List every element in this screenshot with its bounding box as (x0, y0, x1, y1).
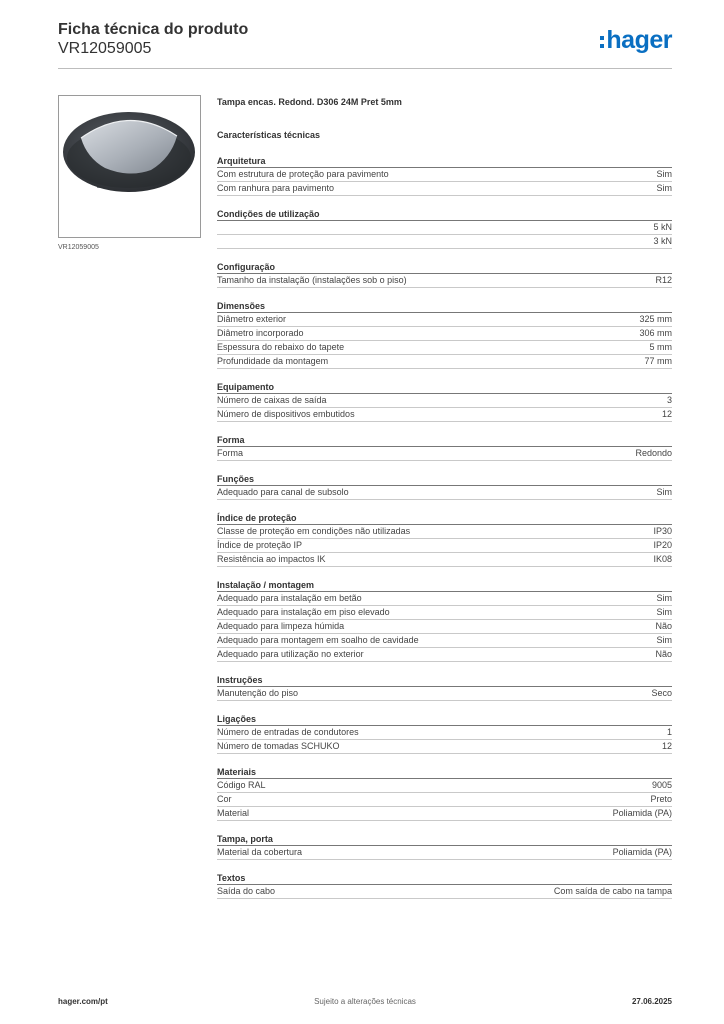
spec-section (217, 381, 672, 422)
spec-label: Tamanho da instalação (instalações sob o piso) (217, 275, 407, 285)
spec-label: Adequado para instalação em betão (217, 593, 362, 603)
spec-label: Resistência ao impactos IK (217, 554, 326, 564)
spec-section (217, 579, 672, 662)
spec-value: 5 mm (649, 342, 672, 352)
spec-label: Código RAL (217, 780, 266, 790)
spec-section (217, 208, 672, 249)
spec-row (217, 807, 672, 821)
spec-section (217, 473, 672, 500)
spec-row (217, 553, 672, 567)
spec-value: 12 (661, 741, 672, 751)
document-title: Ficha técnica do produto (58, 21, 249, 38)
spec-label: Com estrutura de proteção para pavimento (217, 169, 389, 179)
spec-section (217, 300, 672, 369)
product-description: Tampa encas. Redond. D306 24M Pret 5mm (217, 97, 402, 107)
spec-value: Não (655, 649, 672, 659)
spec-label: Adequado para montagem em soalho de cavidade (217, 635, 419, 645)
spec-value: Seco (651, 688, 672, 698)
spec-label: Saída do cabo (217, 886, 276, 896)
hager-logo (600, 26, 672, 54)
spec-label: Número de caixas de saída (217, 395, 327, 405)
section-title: Arquitetura (217, 155, 672, 168)
spec-value: IK08 (653, 554, 672, 564)
page-header (58, 20, 672, 70)
product-image (58, 95, 201, 238)
section-title: Condições de utilização (217, 208, 672, 221)
spec-value: 77 mm (644, 356, 672, 366)
spec-section (217, 766, 672, 821)
spec-label: Diâmetro exterior (217, 314, 287, 324)
spec-value: Sim (656, 635, 672, 645)
spec-row (217, 168, 672, 182)
spec-row (217, 592, 672, 606)
spec-value: Preto (650, 794, 672, 804)
spec-row (217, 726, 672, 740)
spec-value: R12 (655, 275, 672, 285)
spec-label: Manutenção do piso (217, 688, 299, 698)
spec-value: Poliamida (PA) (612, 847, 672, 857)
spec-value: Sim (656, 169, 672, 179)
spec-row (217, 846, 672, 860)
spec-label: Adequado para instalação em piso elevado (217, 607, 390, 617)
spec-value: 306 mm (639, 328, 672, 338)
spec-row (217, 355, 672, 369)
logo-dots-icon (600, 36, 604, 48)
spec-value: 3 kN (653, 236, 672, 246)
spec-section (217, 674, 672, 701)
spec-label: Número de tomadas SCHUKO (217, 741, 340, 751)
spec-value: Sim (656, 487, 672, 497)
spec-section (217, 155, 672, 196)
spec-label: Material (217, 808, 250, 818)
spec-row (217, 274, 672, 288)
spec-row (217, 486, 672, 500)
spec-value: 9005 (651, 780, 672, 790)
spec-row (217, 740, 672, 754)
spec-label: Forma (217, 448, 244, 458)
section-title: Tampa, porta (217, 833, 672, 846)
spec-value: 1 (666, 727, 672, 737)
spec-section (217, 833, 672, 860)
image-caption: VR12059005 (58, 244, 99, 251)
spec-sections (217, 155, 672, 899)
spec-label: Espessura do rebaixo do tapete (217, 342, 345, 352)
spec-section (217, 434, 672, 461)
spec-row (217, 606, 672, 620)
product-code: VR12059005 (58, 40, 152, 57)
spec-row (217, 341, 672, 355)
spec-section (217, 872, 672, 899)
footer-website: hager.com/pt (58, 997, 108, 1006)
section-title: Forma (217, 434, 672, 447)
spec-row (217, 221, 672, 235)
spec-row (217, 235, 672, 249)
spec-row (217, 634, 672, 648)
spec-value: 12 (661, 409, 672, 419)
spec-row (217, 885, 672, 899)
spec-label: Com ranhura para pavimento (217, 183, 335, 193)
spec-row (217, 793, 672, 807)
section-title: Dimensões (217, 300, 672, 313)
footer-date: 27.06.2025 (631, 997, 672, 1006)
spec-value: 325 mm (639, 314, 672, 324)
technical-characteristics-heading: Características técnicas (217, 130, 321, 140)
section-title: Ligações (217, 713, 672, 726)
spec-label: Número de dispositivos embutidos (217, 409, 355, 419)
spec-label: Adequado para canal de subsolo (217, 487, 349, 497)
spec-value: IP30 (653, 526, 672, 536)
section-title: Textos (217, 872, 672, 885)
section-title: Instruções (217, 674, 672, 687)
spec-label: Adequado para limpeza húmida (217, 621, 345, 631)
spec-row (217, 447, 672, 461)
spec-value: Redondo (635, 448, 672, 458)
spec-label: Classe de proteção em condições não utilizadas (217, 526, 411, 536)
spec-section (217, 713, 672, 754)
spec-value: Sim (656, 607, 672, 617)
section-title: Índice de proteção (217, 512, 672, 525)
spec-value: Com saída de cabo na tampa (553, 886, 672, 896)
spec-label: Adequado para utilização no exterior (217, 649, 364, 659)
spec-row (217, 408, 672, 422)
logo-text: hager (606, 26, 672, 54)
spec-section (217, 261, 672, 288)
spec-row (217, 182, 672, 196)
spec-label: Profundidade da montagem (217, 356, 329, 366)
section-title: Funções (217, 473, 672, 486)
spec-value: 3 (666, 395, 672, 405)
section-title: Equipamento (217, 381, 672, 394)
spec-section (217, 512, 672, 567)
spec-label: Número de entradas de condutores (217, 727, 359, 737)
spec-row (217, 687, 672, 701)
spec-value: Poliamida (PA) (612, 808, 672, 818)
spec-row (217, 394, 672, 408)
section-title: Materiais (217, 766, 672, 779)
section-title: Instalação / montagem (217, 579, 672, 592)
spec-value: Sim (656, 183, 672, 193)
section-title: Configuração (217, 261, 672, 274)
spec-row (217, 539, 672, 553)
spec-label: Cor (217, 794, 232, 804)
spec-row (217, 327, 672, 341)
spec-value: Não (655, 621, 672, 631)
spec-content (217, 96, 672, 899)
floor-box-cover-icon (59, 96, 200, 237)
spec-label: Diâmetro incorporado (217, 328, 304, 338)
header-divider (58, 68, 672, 69)
spec-value: 5 kN (653, 222, 672, 232)
spec-row (217, 313, 672, 327)
footer-notice: Sujeito a alterações técnicas (314, 997, 416, 1006)
spec-row (217, 525, 672, 539)
spec-row (217, 648, 672, 662)
spec-row (217, 779, 672, 793)
spec-row (217, 620, 672, 634)
spec-label: Índice de proteção IP (217, 540, 303, 550)
spec-value: IP20 (653, 540, 672, 550)
spec-label: Material da cobertura (217, 847, 303, 857)
spec-value: Sim (656, 593, 672, 603)
